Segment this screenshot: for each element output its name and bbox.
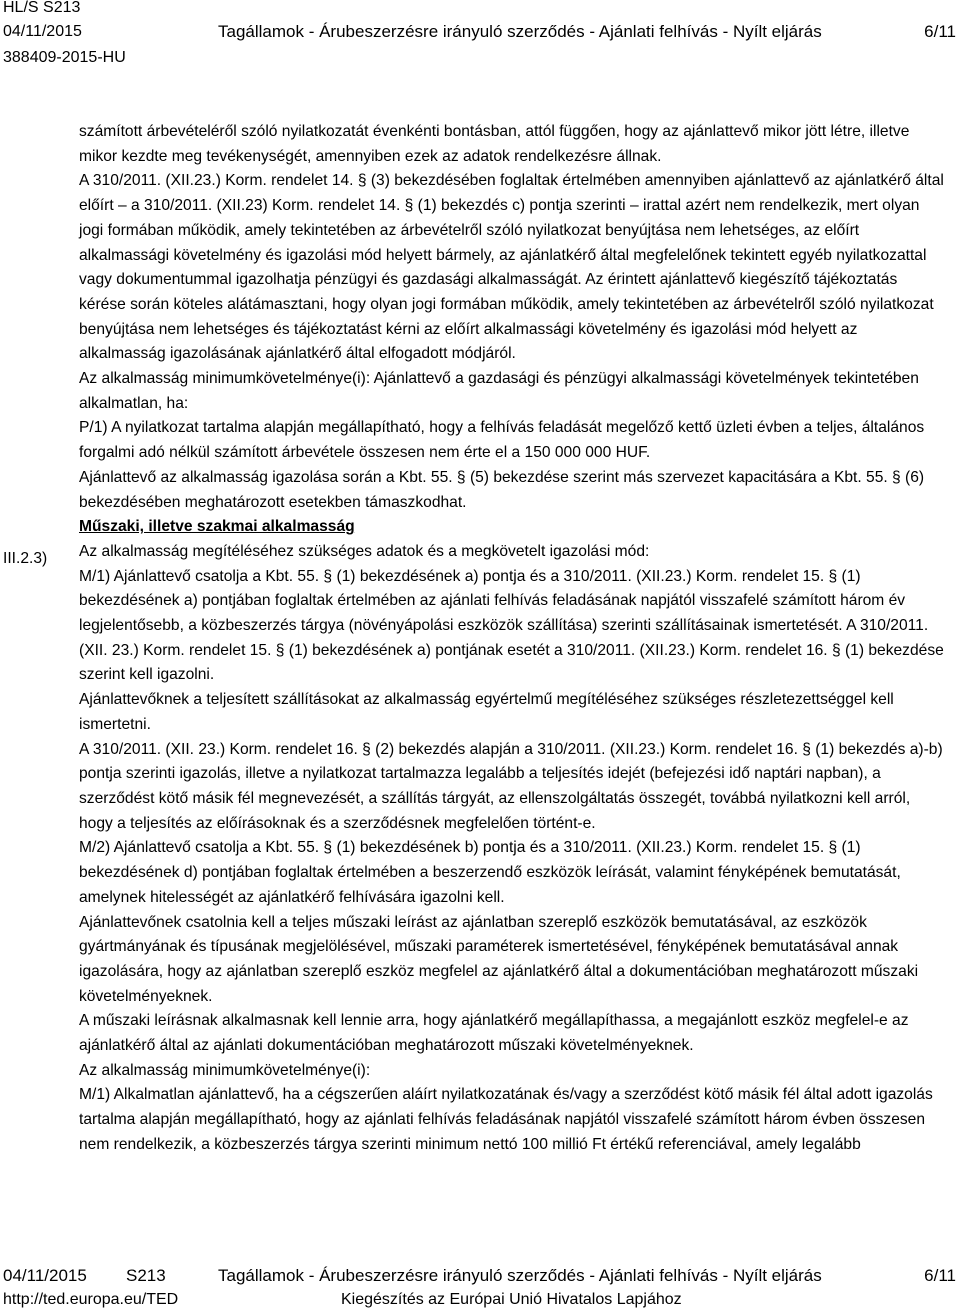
header-title: Tagállamok - Árubeszerzésre irányuló szerződés - Ajánlati felhívás - Nyílt eljárás [218, 22, 822, 41]
footer-series: S213 [126, 1266, 166, 1285]
footer-supplement: Kiegészítés az Európai Unió Hivatalos Lapjához [341, 1291, 682, 1308]
paragraph: Ajánlattevőknek a teljesített szállításokat az alkalmasság egyértelmű megítéléséhez szükséges részletezettséggel kell ismertetni. [79, 691, 894, 733]
footer-date: 04/11/2015 [3, 1266, 87, 1285]
page-footer [0, 1263, 960, 1311]
document-body [79, 120, 947, 1158]
footer-title: Tagállamok - Árubeszerzésre irányuló szerződés - Ajánlati felhívás - Nyílt eljárás [218, 1266, 822, 1285]
paragraph: Az alkalmasság minimumkövetelménye(i): [79, 1061, 371, 1079]
paragraph: M/1) Alkalmatlan ajánlattevő, ha a cégszerűen aláírt nyilatkozatának és/vagy a szerződést kötő másik fél által adott igazolás tartalma alapján megállapítható, hogy az ajánlati felhívás feladásának napjától visszafelé számított három évben összesen nem rendelkezik, a közbeszerzés tárgya szerinti minimum nettó 100 millió Ft értékű referenciával, amely legalább [79, 1086, 933, 1153]
paragraph: számított árbevételéről szóló nyilatkozatát évenkénti bontásban, attól függően, hogy az ajánlattevő mikor jött létre, illetve mikor kezdte meg tevékenységét, amennyiben ezek az adatok rendelkezésre állnak. [79, 123, 910, 165]
paragraph: Ajánlattevőnek csatolnia kell a teljes műszaki leírást az ajánlatban szereplő eszközök bemutatásával, az eszközök gyártmányának és típusának megjelölésével, műszaki paraméterek ismertetésével, fényképének bemutatásával annak igazolására, hogy az ajánlatban szereplő eszköz megfelel az ajánlatkérő által a dokumentációban meghatározott műszaki követelményeknek. [79, 913, 919, 1005]
page-header [0, 0, 960, 70]
header-page-number: 6/11 [924, 22, 956, 41]
section-heading: Műszaki, illetve szakmai alkalmasság [79, 518, 355, 536]
header-doc-id: 388409-2015-HU [3, 49, 126, 66]
paragraph: Az alkalmasság megítéléséhez szükséges adatok és a megkövetelt igazolási mód: [79, 542, 650, 560]
paragraph: A 310/2011. (XII. 23.) Korm. rendelet 16. § (2) bekezdés alapján a 310/2011. (XII.23.) Korm. rendelet 16. § (1) bekezdés a)-b) pontja szerinti igazolás, illetve a nyilatkozat tartalmazza legalább a teljesítés idejét (befejezési idő naptári napban), a szerződést kötő másik fél megnevezését, a szállítás tárgyát, az ellenszolgáltatás összegét, továbbá nyilatkozni kell arról, hogy a teljesítés az előírásoknak és a szerződésnek megfelelően történt-e. [79, 740, 943, 832]
section-number: III.2.3) [3, 550, 48, 567]
header-date: 04/11/2015 [3, 23, 82, 40]
paragraph: M/1) Ajánlattevő csatolja a Kbt. 55. § (1) bekezdésének a) pontja és a 310/2011. (XII.23.) Korm. rendelet 15. § (1) bekezdésének a) pontjában foglaltak értelmében az ajánlati felhívás feladásának napjától visszafelé számított három év legjelentősebb, a közbeszerzés tárgya (növényápolási eszközök szállítása) szerinti szállításainak ismertetését. A 310/2011. (XII. 23.) Korm. rendelet 15. § (1) bekezdésének a) pontjának esetét a 310/2011. (XII.23.) Korm. rendelet 16. § (1) bekezdése szerint kell igazolni. [79, 567, 944, 684]
paragraph: Az alkalmasság minimumkövetelménye(i): Ajánlattevő a gazdasági és pénzügyi alkalmassági követelmények tekintetében alkalmatlan, ha: [79, 370, 919, 412]
paragraph: A műszaki leírásnak alkalmasnak kell lennie arra, hogy ajánlatkérő megállapíthassa, a megajánlott eszköz megfelel-e az ajánlatkérő által az ajánlati dokumentációban meghatározott műszaki követelményeknek. [79, 1012, 909, 1055]
footer-page-number: 6/11 [924, 1266, 956, 1285]
paragraph: P/1) A nyilatkozat tartalma alapján megállapítható, hogy a felhívás feladását megelőző kettő üzleti évben a teljes, általános forgalmi adó nélkül számított árbevétele összesen nem érte el a 150 000 000 HUF. [79, 419, 925, 462]
header-reference: HL/S S213 [3, 0, 81, 16]
paragraph: Ajánlattevő az alkalmasság igazolása során a Kbt. 55. § (5) bekezdése szerint más szervezet kapacitására a Kbt. 55. § (6) bekezdésében meghatározott esetekben támaszkodhat. [79, 468, 925, 511]
paragraph: M/2) Ajánlattevő csatolja a Kbt. 55. § (1) bekezdésének b) pontja és a 310/2011. (XII.23.) Korm. rendelet 15. § (1) bekezdésének d) pontjában foglaltak értelmében a beszerzendő eszközök leírását, valamint fényképének bemutatását, amelynek hitelességét az ajánlatkérő felhívására igazolni kell. [79, 839, 901, 906]
paragraph: A 310/2011. (XII.23.) Korm. rendelet 14. § (3) bekezdésében foglaltak értelmében amennyiben ajánlattevő az ajánlatkérő által előírt – a 310/2011. (XII.23) Korm. rendelet 14. § (1) bekezdés c) pontja szerinti – irattal azért nem rendelkezik, mert olyan jogi formában működik, amely tekintetében az árbevételről szóló nyilatkozat benyújtása nem lehetséges, az előírt alkalmassági követelmény és igazolási mód helyett bármely, az ajánlatkérő által megfelelőnek tekintett egyéb nyilatkozattal vagy dokumentummal igazolhatja pénzügyi és gazdasági alkalmasságát. Az érintett ajánlattevő kiegészítő tájékoztatás kérése során köteles alátámasztani, hogy olyan jogi formában működik, amely tekintetében az árbevételről szóló nyilatkozat benyújtása nem lehetséges és tájékoztatást kérni az előírt alkalmassági követelmény és igazolási mód helyett az alkalmasság igazolásának ajánlatkérő által elfogadott módjáról. [79, 172, 944, 363]
footer-url: http://ted.europa.eu/TED [3, 1291, 179, 1308]
